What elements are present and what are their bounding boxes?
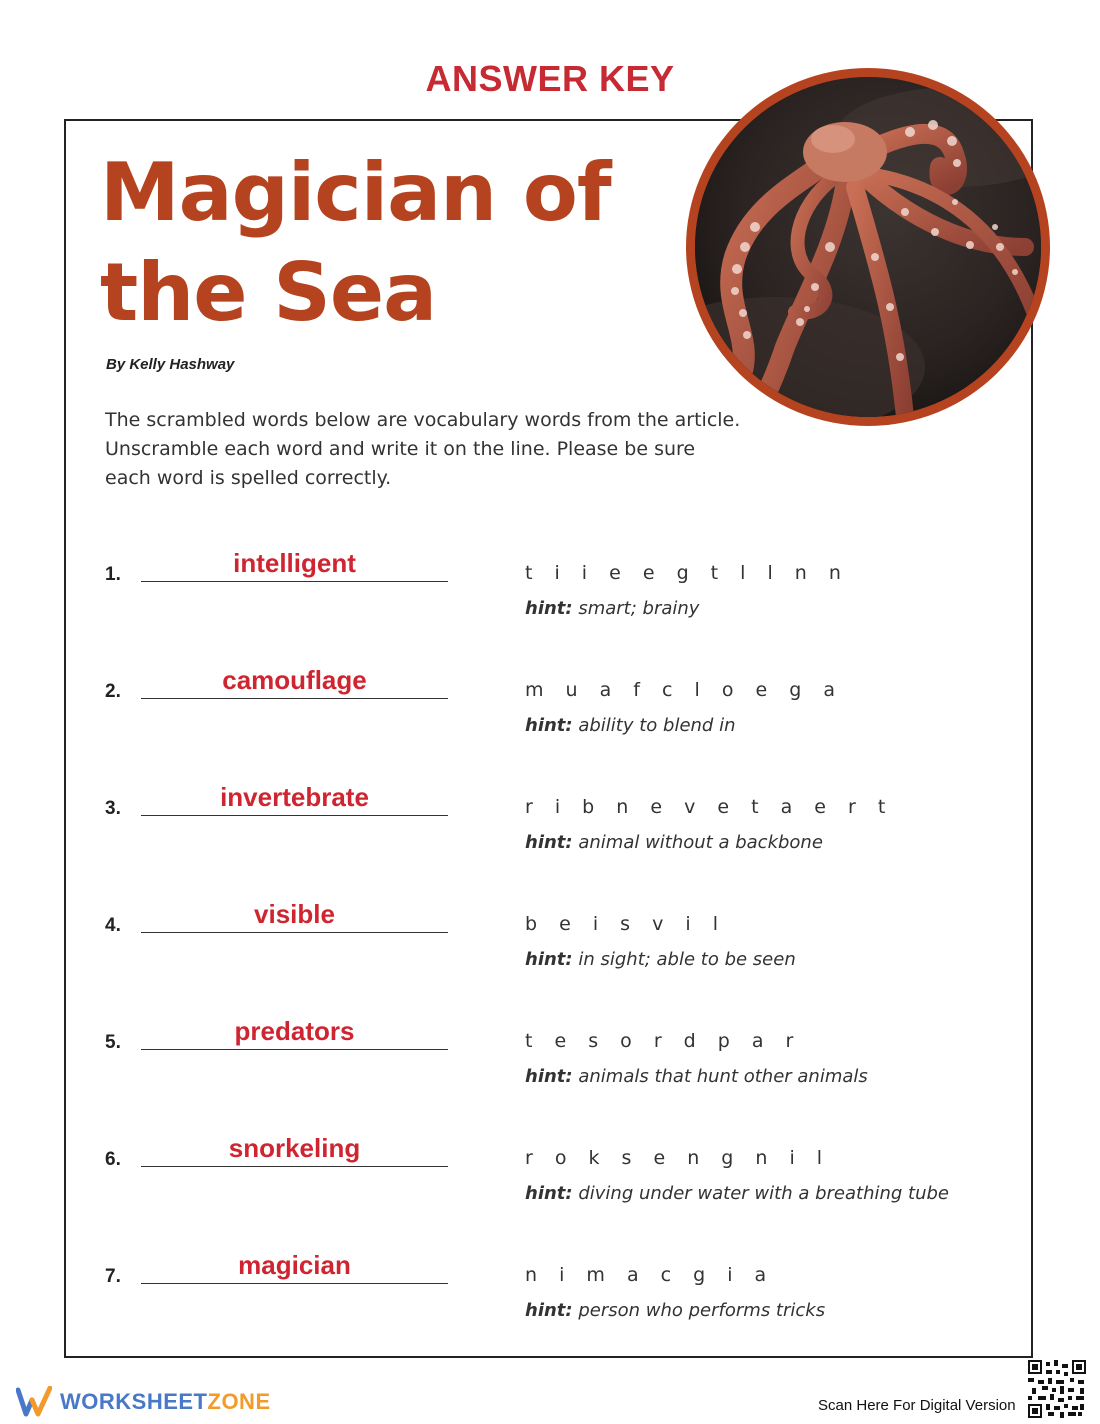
hint-value: in sight; able to be seen (578, 949, 796, 970)
hint-text (525, 1066, 868, 1087)
scrambled-word: t i i e e g t l l n n (525, 562, 849, 584)
title-line-1: Magician of (100, 146, 611, 239)
item-number: 1. (105, 564, 121, 585)
vocab-item (0, 1016, 1100, 1132)
item-number: 3. (105, 798, 121, 819)
logo-text-part1: WORKSHEET (60, 1389, 208, 1414)
scrambled-word: n i m a c g i a (525, 1264, 775, 1286)
scrambled-word: b e i s v i l (525, 913, 726, 935)
hint-text (525, 1183, 949, 1204)
answer-word: snorkeling (228, 1133, 361, 1163)
hint-value: animal without a backbone (578, 832, 823, 853)
hint-value: ability to blend in (578, 715, 736, 736)
item-number: 2. (105, 681, 121, 702)
answer-line[interactable] (141, 698, 448, 699)
hint-value: diving under water with a breathing tube (578, 1183, 950, 1204)
vocab-item (0, 1133, 1100, 1249)
answer-line[interactable] (141, 932, 448, 933)
item-number: 4. (105, 915, 121, 936)
hint-label: hint: (525, 598, 573, 619)
answer-word: intelligent (233, 548, 356, 578)
item-number: 7. (105, 1266, 121, 1287)
vocab-item (0, 782, 1100, 898)
octopus-photo-frame (686, 68, 1050, 426)
hint-text (525, 1300, 825, 1321)
scrambled-word: r i b n e v e t a e r t (525, 796, 894, 818)
answer-word: visible (254, 899, 335, 929)
hint-text (525, 598, 699, 619)
answer-key-heading: ANSWER KEY (425, 58, 675, 99)
answer-line[interactable] (141, 581, 448, 582)
worksheetzone-logo[interactable] (16, 1384, 271, 1420)
hint-label: hint: (525, 949, 573, 970)
scrambled-word: m u a f c l o e g a (525, 679, 843, 701)
title-line-2: the Sea (100, 246, 437, 339)
answer-word: camouflage (222, 665, 367, 695)
hint-text (525, 715, 736, 736)
logo-text-part2: ZONE (207, 1389, 271, 1414)
logo-text (60, 1389, 271, 1415)
qr-code-icon[interactable] (1028, 1360, 1086, 1418)
hint-label: hint: (525, 715, 573, 736)
answer-line[interactable] (141, 1283, 448, 1284)
instructions-text: The scrambled words below are vocabulary words from the article. Unscramble each word and write it on the line. Please be sure each word is spelled correctly. (105, 409, 741, 489)
hint-value: smart; brainy (578, 598, 700, 619)
answer-line[interactable] (141, 815, 448, 816)
hint-label: hint: (525, 1300, 573, 1321)
answer-word: predators (234, 1016, 355, 1046)
answer-line[interactable] (141, 1166, 448, 1167)
vocab-item (0, 1250, 1100, 1366)
scrambled-word: t e s o r d p a r (525, 1030, 802, 1052)
hint-label: hint: (525, 1183, 573, 1204)
hint-value: person who performs tricks (578, 1300, 826, 1321)
hint-text (525, 949, 796, 970)
vocab-item (0, 899, 1100, 1015)
author-byline: By Kelly Hashway (106, 356, 235, 373)
scrambled-word: r o k s e n g n i l (525, 1147, 831, 1169)
hint-text (525, 832, 823, 853)
answer-line[interactable] (141, 1049, 448, 1050)
worksheetzone-logo-icon (16, 1386, 52, 1418)
hint-value: animals that hunt other animals (578, 1066, 868, 1087)
scan-caption: Scan Here For Digital Version (818, 1397, 1016, 1414)
vocab-item (0, 665, 1100, 781)
item-number: 6. (105, 1149, 121, 1170)
octopus-photo (695, 77, 1041, 417)
hint-label: hint: (525, 832, 573, 853)
page-title (100, 143, 700, 343)
item-number: 5. (105, 1032, 121, 1053)
vocab-item (0, 548, 1100, 664)
answer-word: magician (238, 1250, 351, 1280)
hint-label: hint: (525, 1066, 573, 1087)
answer-word: invertebrate (220, 782, 369, 812)
